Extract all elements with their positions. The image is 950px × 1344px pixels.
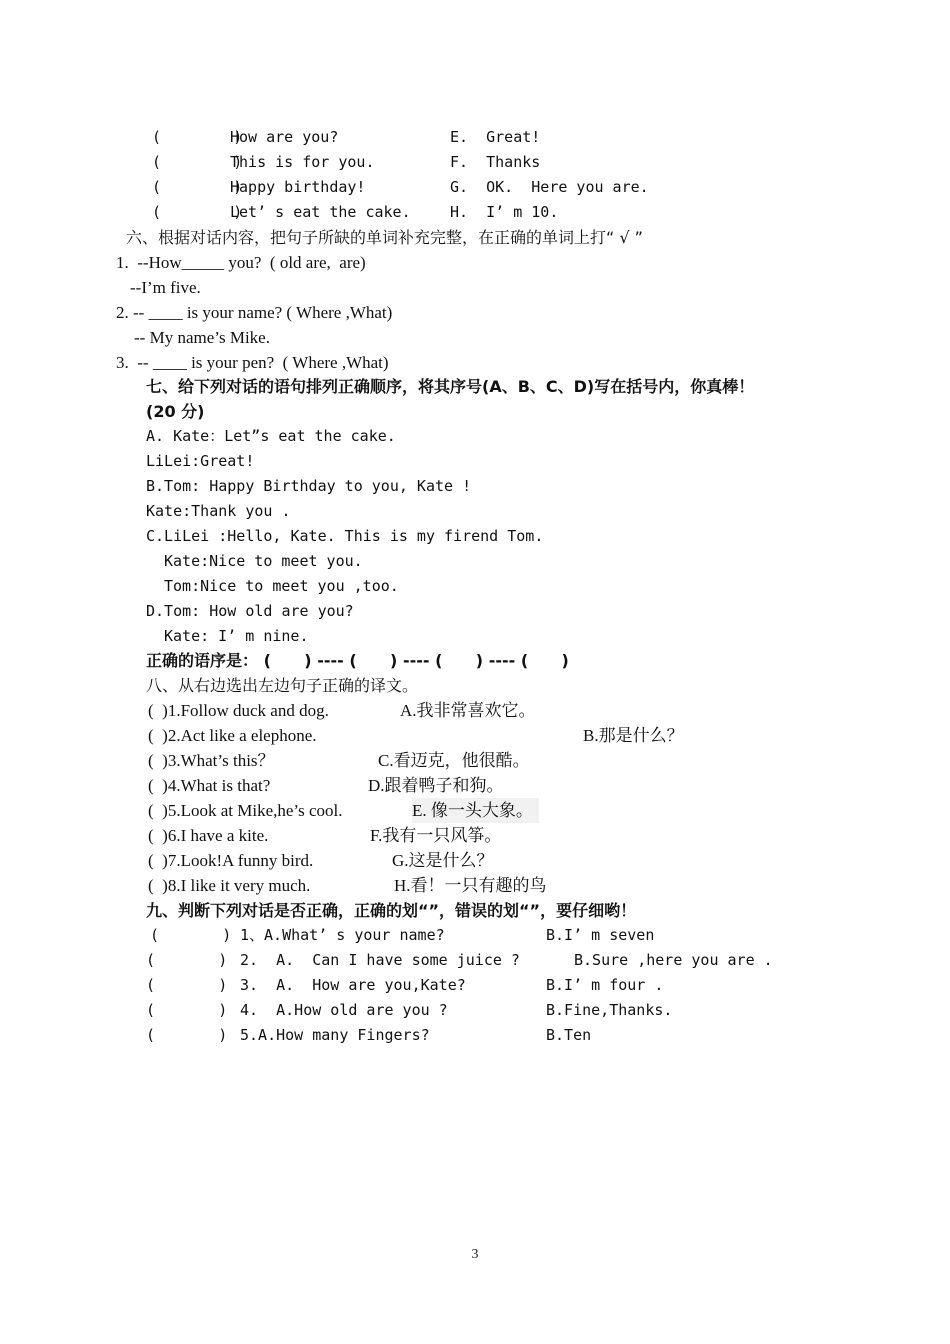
english-sentence: ( )6.I have a kite.: [148, 826, 269, 845]
english-sentence: ( )5.Look at Mike,he’s cool.: [148, 801, 343, 820]
judge-paren: ( ): [146, 976, 228, 994]
section9-title: 九、判断下列对话是否正确，正确的划“”，错误的划“”，要仔细哟！: [146, 901, 637, 920]
dialogue-b: B.I’ m four .: [546, 976, 664, 994]
option: G. OK. Here you are.: [450, 178, 649, 196]
question-line: --I’m five.: [130, 278, 201, 297]
chinese-translation: H.看！一只有趣的鸟: [394, 876, 547, 895]
answer-paren: ( ): [152, 178, 243, 196]
dialogue-b: B.Fine,Thanks.: [546, 1001, 673, 1019]
english-sentence: ( )8.I like it very much.: [148, 876, 311, 895]
dialogue-line: D.Tom: How old are you?: [146, 602, 354, 620]
chinese-translation: G.这是什么？: [392, 851, 494, 870]
english-sentence: ( )2.Act like a elephone.: [148, 726, 317, 745]
dialogue-b: B.Ten: [546, 1026, 592, 1044]
judge-paren: ( ): [146, 951, 228, 969]
dialogue-line: LiLei:Great!: [146, 452, 255, 470]
option: E. Great!: [450, 128, 541, 146]
dialogue-a: 4. A.How old are you ?: [240, 1001, 448, 1019]
sentence: Let’ s eat the cake.: [230, 203, 411, 221]
dialogue-line: A. Kate：Let”s eat the cake.: [146, 427, 396, 445]
chinese-translation: B.那是什么？: [583, 726, 684, 745]
dialogue-a: 3. A. How are you,Kate?: [240, 976, 466, 994]
english-sentence: ( )4.What is that?: [148, 776, 271, 795]
question-line: 2. -- ____ is your name? ( Where ,What): [116, 303, 393, 322]
sentence: How are you?: [230, 128, 339, 146]
answer-paren: ( ): [152, 203, 243, 221]
chinese-translation: A.我非常喜欢它。: [400, 701, 536, 720]
dialogue-line: B.Tom: Happy Birthday to you, Kate !: [146, 477, 472, 495]
dialogue-line: Tom:Nice to meet you ,too.: [164, 577, 399, 595]
section8-title: 八、从右边选出左边句子正确的译文。: [146, 676, 419, 695]
section7-score: (20 分): [146, 402, 205, 421]
judge-paren: ( ): [146, 1001, 228, 1019]
question-line: -- My name’s Mike.: [134, 328, 270, 347]
dialogue-line: Kate: I’ m nine.: [164, 627, 309, 645]
english-sentence: ( )7.Look!A funny bird.: [148, 851, 314, 870]
dialogue-b: B.Sure ,here you are .: [574, 951, 773, 969]
option: H. I’ m 10.: [450, 203, 559, 221]
answer-order-line: 正确的语序是： ( ) ---- ( ) ---- ( ) ---- ( ): [146, 651, 569, 670]
answer-paren: ( ): [152, 128, 243, 146]
chinese-translation: C.看迈克，他很酷。: [378, 751, 530, 770]
section7-title: 七、给下列对话的语句排列正确顺序，将其序号(A、B、C、D)写在括号内，你真棒！: [146, 377, 755, 396]
dialogue-a: 2. A. Can I have some juice ?: [240, 951, 520, 969]
judge-paren: ( ): [150, 926, 232, 944]
question-line: 3. -- ____ is your pen? ( Where ,What): [116, 353, 389, 372]
dialogue-line: C.LiLei :Hello, Kate. This is my firend Tom.: [146, 527, 544, 545]
dialogue-b: B.I’ m seven: [546, 926, 655, 944]
dialogue-a: 5.A.How many Fingers?: [240, 1026, 430, 1044]
option: F. Thanks: [450, 153, 541, 171]
sentence: This is for you.: [230, 153, 375, 171]
english-sentence: ( )3.What’s this？: [148, 751, 275, 770]
page-number: 3: [471, 1247, 479, 1262]
dialogue-line: Kate:Thank you .: [146, 502, 291, 520]
answer-paren: ( ): [152, 153, 243, 171]
chinese-translation: D.跟着鸭子和狗。: [368, 776, 504, 795]
question-line: 1. --How_____ you? ( old are, are): [116, 253, 366, 272]
chinese-translation: E. 像一头大象。: [412, 798, 539, 823]
chinese-translation: F.我有一只风筝。: [370, 826, 502, 845]
dialogue-a: 1、A.What’ s your name?: [240, 926, 445, 944]
english-sentence: ( )1.Follow duck and dog.: [148, 701, 329, 720]
section6-title: 六、根据对话内容，把句子所缺的单词补充完整，在正确的单词上打“ √ ”: [126, 228, 643, 247]
sentence: Happy birthday!: [230, 178, 366, 196]
dialogue-line: Kate:Nice to meet you.: [164, 552, 363, 570]
judge-paren: ( ): [146, 1026, 228, 1044]
